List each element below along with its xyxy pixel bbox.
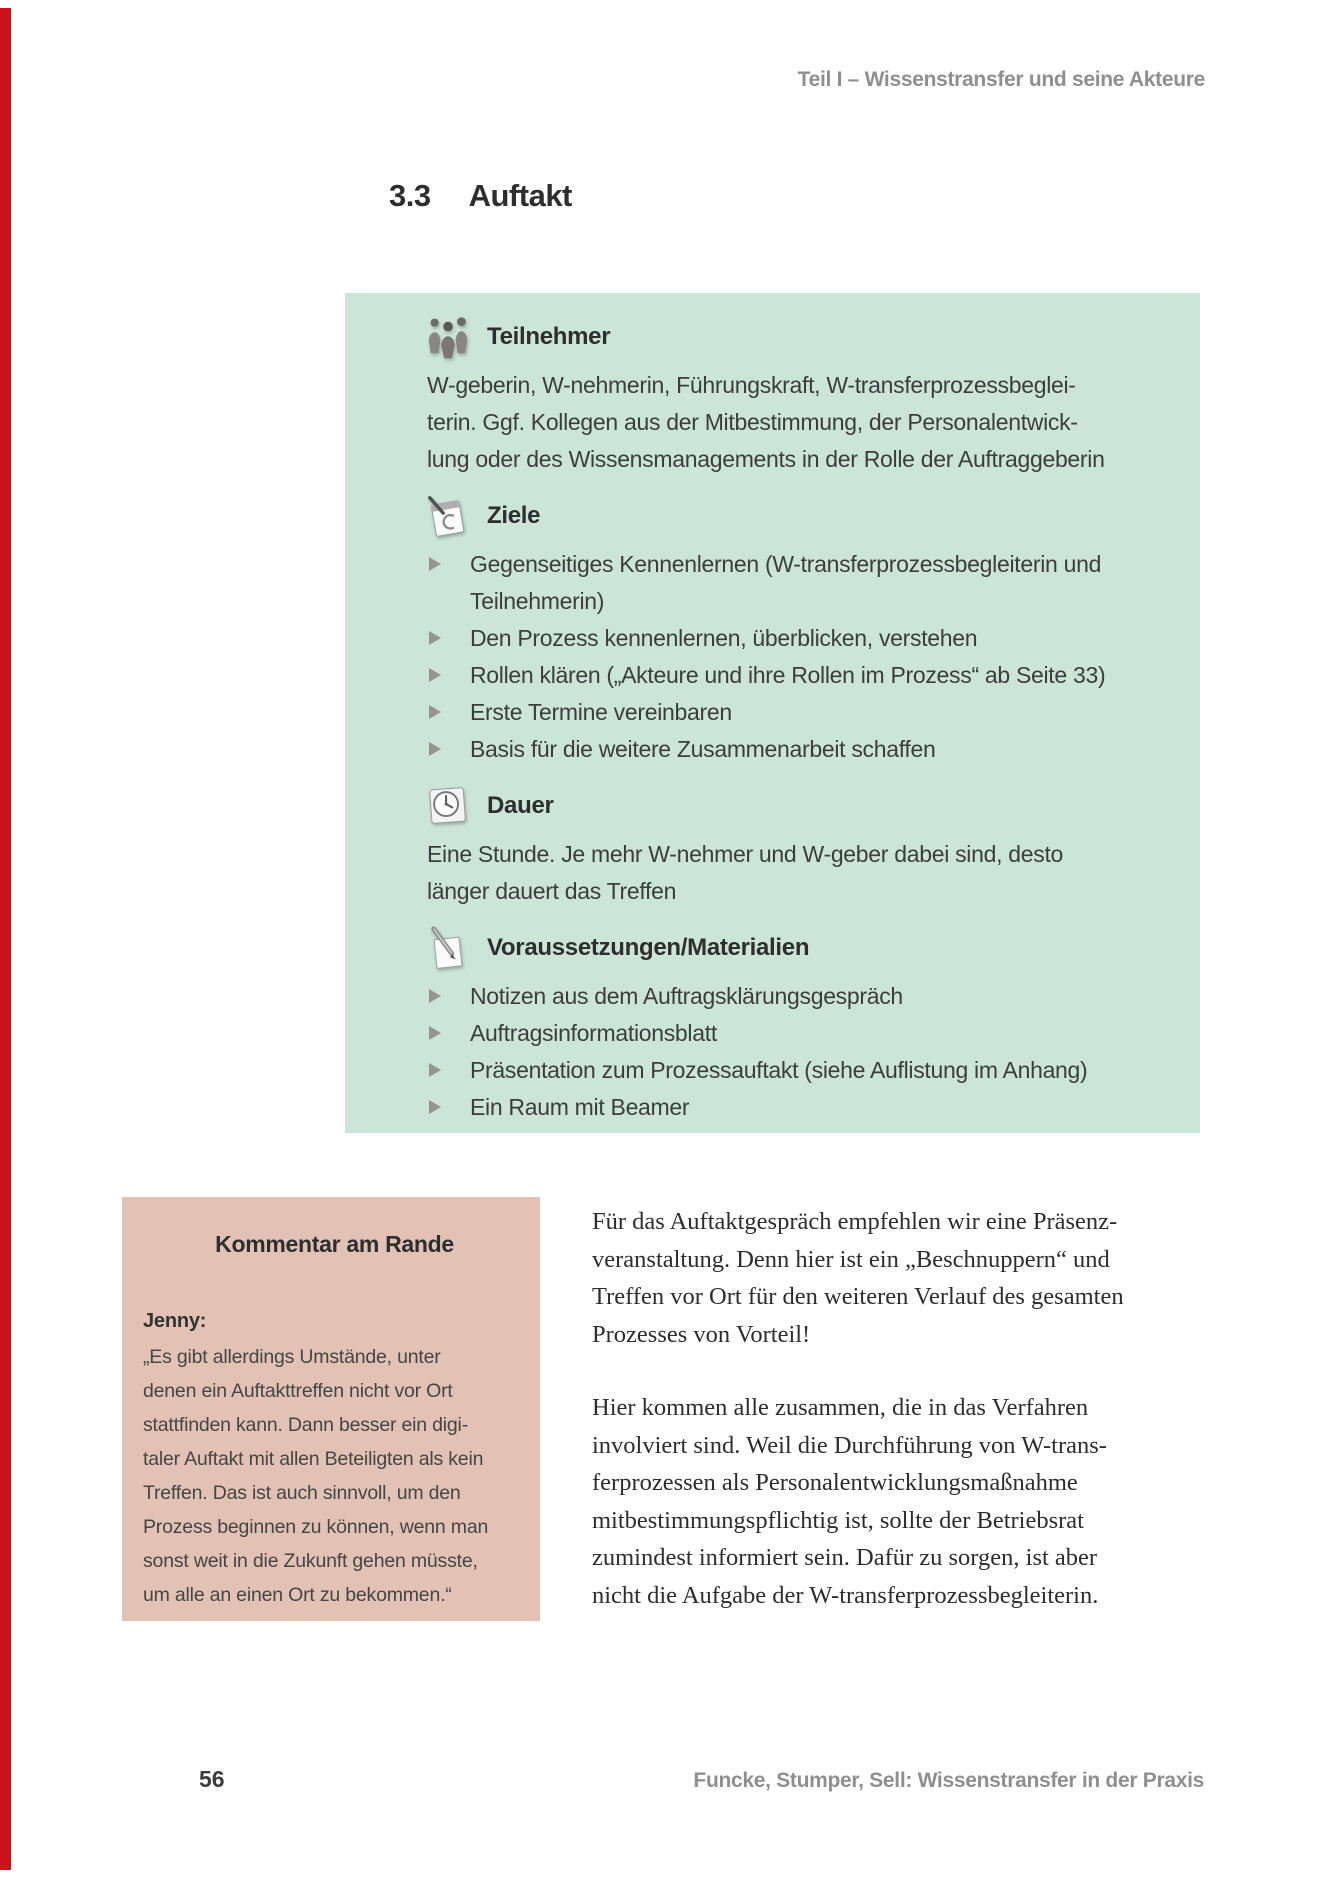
section-title: Auftakt (468, 178, 572, 213)
people-icon (425, 314, 471, 360)
info-section (427, 492, 1164, 768)
text-line: Hier kommen alle zusammen, die in das Verfahren (592, 1394, 1089, 1421)
text-line: involviert sind. Weil die Durchführung von W-trans- (592, 1431, 1107, 1459)
bullet-arrow-icon (427, 978, 470, 1015)
paragraph (592, 1203, 1207, 1353)
clock-icon (425, 783, 471, 829)
bullet-text: Gegenseitiges Kennenlernen (W-transferprozessbegleiterin und Teilnehmerin) (470, 551, 1102, 614)
bullet-text: Notizen aus dem Auftragsklärungsgespräch (470, 983, 903, 1009)
info-section (427, 313, 1164, 478)
quote-line: Prozess beginnen zu können, wenn man (143, 1516, 489, 1538)
bullet-item (427, 620, 1164, 657)
info-section-title: Voraussetzungen/Materialien (487, 934, 810, 961)
pen-paper-icon (425, 925, 471, 971)
text-line: terin. Ggf. Kollegen aus der Mitbestimmung, der Personalentwick- (427, 409, 1078, 435)
info-section-title: Teilnehmer (487, 323, 611, 350)
page-number: 56 (199, 1766, 225, 1792)
bullet-text: Präsentation zum Prozessauftakt (siehe Auflistung im Anhang) (470, 1057, 1088, 1083)
running-header: Teil I – Wissenstransfer und seine Akteure (797, 68, 1205, 91)
bullet-text: Ein Raum mit Beamer (470, 1094, 690, 1120)
bullet-item (427, 978, 1164, 1015)
bullet-text: Den Prozess kennenlernen, überblicken, verstehen (470, 625, 978, 651)
section-heading (389, 178, 572, 214)
comment-quote (143, 1340, 526, 1612)
bullet-arrow-icon (427, 731, 470, 768)
info-section-header (425, 492, 1164, 540)
text-line: nicht die Aufgabe der W-transferprozessbegleiterin. (592, 1581, 1099, 1609)
bullet-arrow-icon (427, 694, 470, 731)
text-line: ferprozessen als Personalentwicklungsmaßnahme (592, 1469, 1078, 1496)
bullet-item (427, 731, 1164, 768)
info-section-title: Ziele (487, 502, 541, 529)
info-box (345, 293, 1200, 1133)
text-line: veranstaltung. Denn hier ist ein „Beschnuppern“ und (592, 1245, 1110, 1273)
text-line: Treffen vor Ort für den weiteren Verlauf des gesamten (592, 1283, 1124, 1310)
text-line: Für das Auftaktgespräch empfehlen wir eine Präsenz- (592, 1208, 1118, 1235)
bullet-arrow-icon (427, 1015, 470, 1052)
text-line: mitbestimmungspflichtig ist, sollte der Betriebsrat (592, 1506, 1084, 1534)
text-line: lung oder des Wissensmanagements in der Rolle der Auftraggeberin (427, 446, 1105, 472)
bullet-item (427, 657, 1164, 694)
bullet-item (427, 1089, 1164, 1126)
info-section (427, 782, 1164, 910)
bullet-text: Basis für die weitere Zusammenarbeit schaffen (470, 736, 936, 762)
text-line: zumindest informiert sein. Dafür zu sorgen, ist aber (592, 1544, 1098, 1571)
bullet-arrow-icon (427, 1089, 470, 1126)
text-line: länger dauert das Treffen (427, 878, 677, 904)
text-line: Prozesses von Vorteil! (592, 1320, 811, 1348)
quote-line: denen ein Auftakttreffen nicht vor Ort (143, 1380, 453, 1402)
bullet-item (427, 1015, 1164, 1052)
quote-line: taler Auftakt mit allen Beteiligten als kein (143, 1448, 484, 1470)
quote-line: Treffen. Das ist auch sinnvoll, um den (143, 1482, 461, 1504)
chapter-color-bar (0, 8, 11, 1870)
text-line: W-geberin, W-nehmerin, Führungskraft, W-transferprozessbeglei- (427, 372, 1076, 398)
bullet-item (427, 546, 1164, 620)
info-section-header (425, 313, 1164, 361)
bullet-arrow-icon (427, 657, 470, 694)
footer-citation: Funcke, Stumper, Sell: Wissenstransfer in der Praxis (693, 1769, 1204, 1792)
quote-line: sonst weit in die Zukunft gehen müsste, (143, 1550, 478, 1572)
bullet-item (427, 1052, 1164, 1089)
info-section (427, 924, 1164, 1126)
quote-line: um alle an einen Ort zu bekommen.“ (143, 1584, 452, 1606)
text-line: Eine Stunde. Je mehr W-nehmer und W-geber dabei sind, desto (427, 841, 1064, 867)
info-section-title: Dauer (487, 792, 554, 819)
comment-speaker: Jenny: (143, 1310, 207, 1332)
info-section-header (425, 782, 1164, 830)
comment-box-title: Kommentar am Rande (215, 1231, 454, 1257)
quote-line: stattfinden kann. Dann besser ein digi- (143, 1414, 468, 1436)
bullet-text: Rollen klären („Akteure und ihre Rollen im Prozess“ ab Seite 33) (470, 662, 1106, 688)
bullet-arrow-icon (427, 620, 470, 657)
bullet-arrow-icon (427, 546, 470, 583)
quote-line: „Es gibt allerdings Umstände, unter (143, 1346, 441, 1368)
section-number: 3.3 (389, 178, 431, 213)
bullet-item (427, 694, 1164, 731)
body-text (592, 1203, 1207, 1650)
info-section-header (425, 924, 1164, 972)
bullet-arrow-icon (427, 1052, 470, 1089)
bullet-text: Auftragsinformationsblatt (470, 1020, 717, 1046)
notepad-icon (425, 493, 471, 539)
bullet-text: Erste Termine vereinbaren (470, 699, 732, 725)
paragraph (592, 1389, 1207, 1614)
comment-box (122, 1197, 540, 1621)
